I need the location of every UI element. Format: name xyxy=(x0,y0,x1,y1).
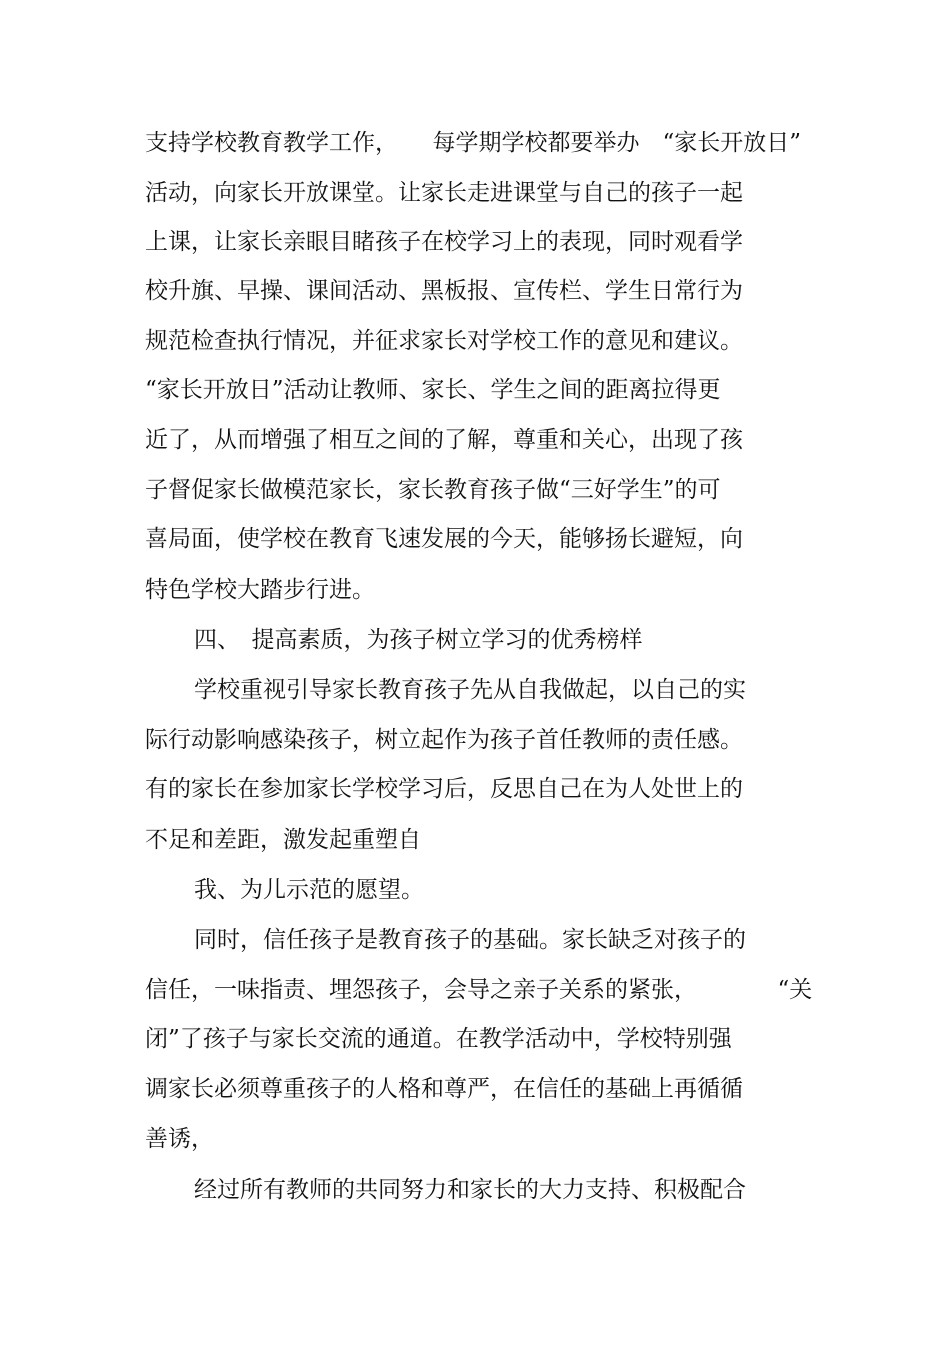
text-line-21: 善诱， xyxy=(145,1126,214,1152)
text-line-20: 调家长必须尊重孩子的人格和尊严，在信任的基础上再循循 xyxy=(145,1076,743,1102)
text-line-3: 上课，让家长亲眼目睹孩子在校学习上的表现，同时观看学 xyxy=(145,229,743,255)
text-line-6: “家长开放日”活动让教师、家长、学生之间的距离拉得更 xyxy=(145,377,721,403)
text-line-10: 特色学校大踏步行进。 xyxy=(145,577,375,603)
text-line-9: 喜局面，使学校在教育飞速发展的今天，能够扬长避短，向 xyxy=(145,526,743,552)
text-line-22: 经过所有教师的共同努力和家长的大力支持、积极配合 xyxy=(194,1177,746,1203)
text-line-15: 不足和差距，激发起重塑自 xyxy=(145,827,421,853)
text-line-16: 我、为儿示范的愿望。 xyxy=(194,877,424,903)
section-heading: 四、 提高素质，为孩子树立学习的优秀榜样 xyxy=(194,627,643,653)
text-line-5: 规范检查执行情况，并征求家长对学校工作的意见和建议。 xyxy=(145,328,743,354)
text-line-13: 际行动影响感染孩子，树立起作为孩子首任教师的责任感。 xyxy=(145,727,743,753)
text-line-12: 学校重视引导家长教育孩子先从自我做起，以自己的实 xyxy=(194,677,746,703)
text-line-19: 闭”了孩子与家长交流的通道。在教学活动中，学校特别强 xyxy=(145,1026,732,1052)
text-line-17: 同时，信任孩子是教育孩子的基础。家长缺乏对孩子的 xyxy=(194,927,746,953)
text-line-1: 支持学校教育教学工作， 每学期学校都要举办 “家长开放日” xyxy=(145,130,802,156)
text-line-18: 信任，一味指责、埋怨孩子，会导之亲子关系的紧张， “关 xyxy=(145,977,813,1003)
text-line-7: 近了，从而增强了相互之间的了解，尊重和关心，出现了孩 xyxy=(145,427,743,453)
text-line-2: 活动，向家长开放课堂。让家长走进课堂与自己的孩子一起 xyxy=(145,180,743,206)
text-line-14: 有的家长在参加家长学校学习后，反思自己在为人处世上的 xyxy=(145,776,743,802)
text-line-4: 校升旗、早操、课间活动、黑板报、宣传栏、学生日常行为 xyxy=(145,278,743,304)
text-line-8: 子督促家长做模范家长，家长教育孩子做“三好学生”的可 xyxy=(145,477,721,503)
